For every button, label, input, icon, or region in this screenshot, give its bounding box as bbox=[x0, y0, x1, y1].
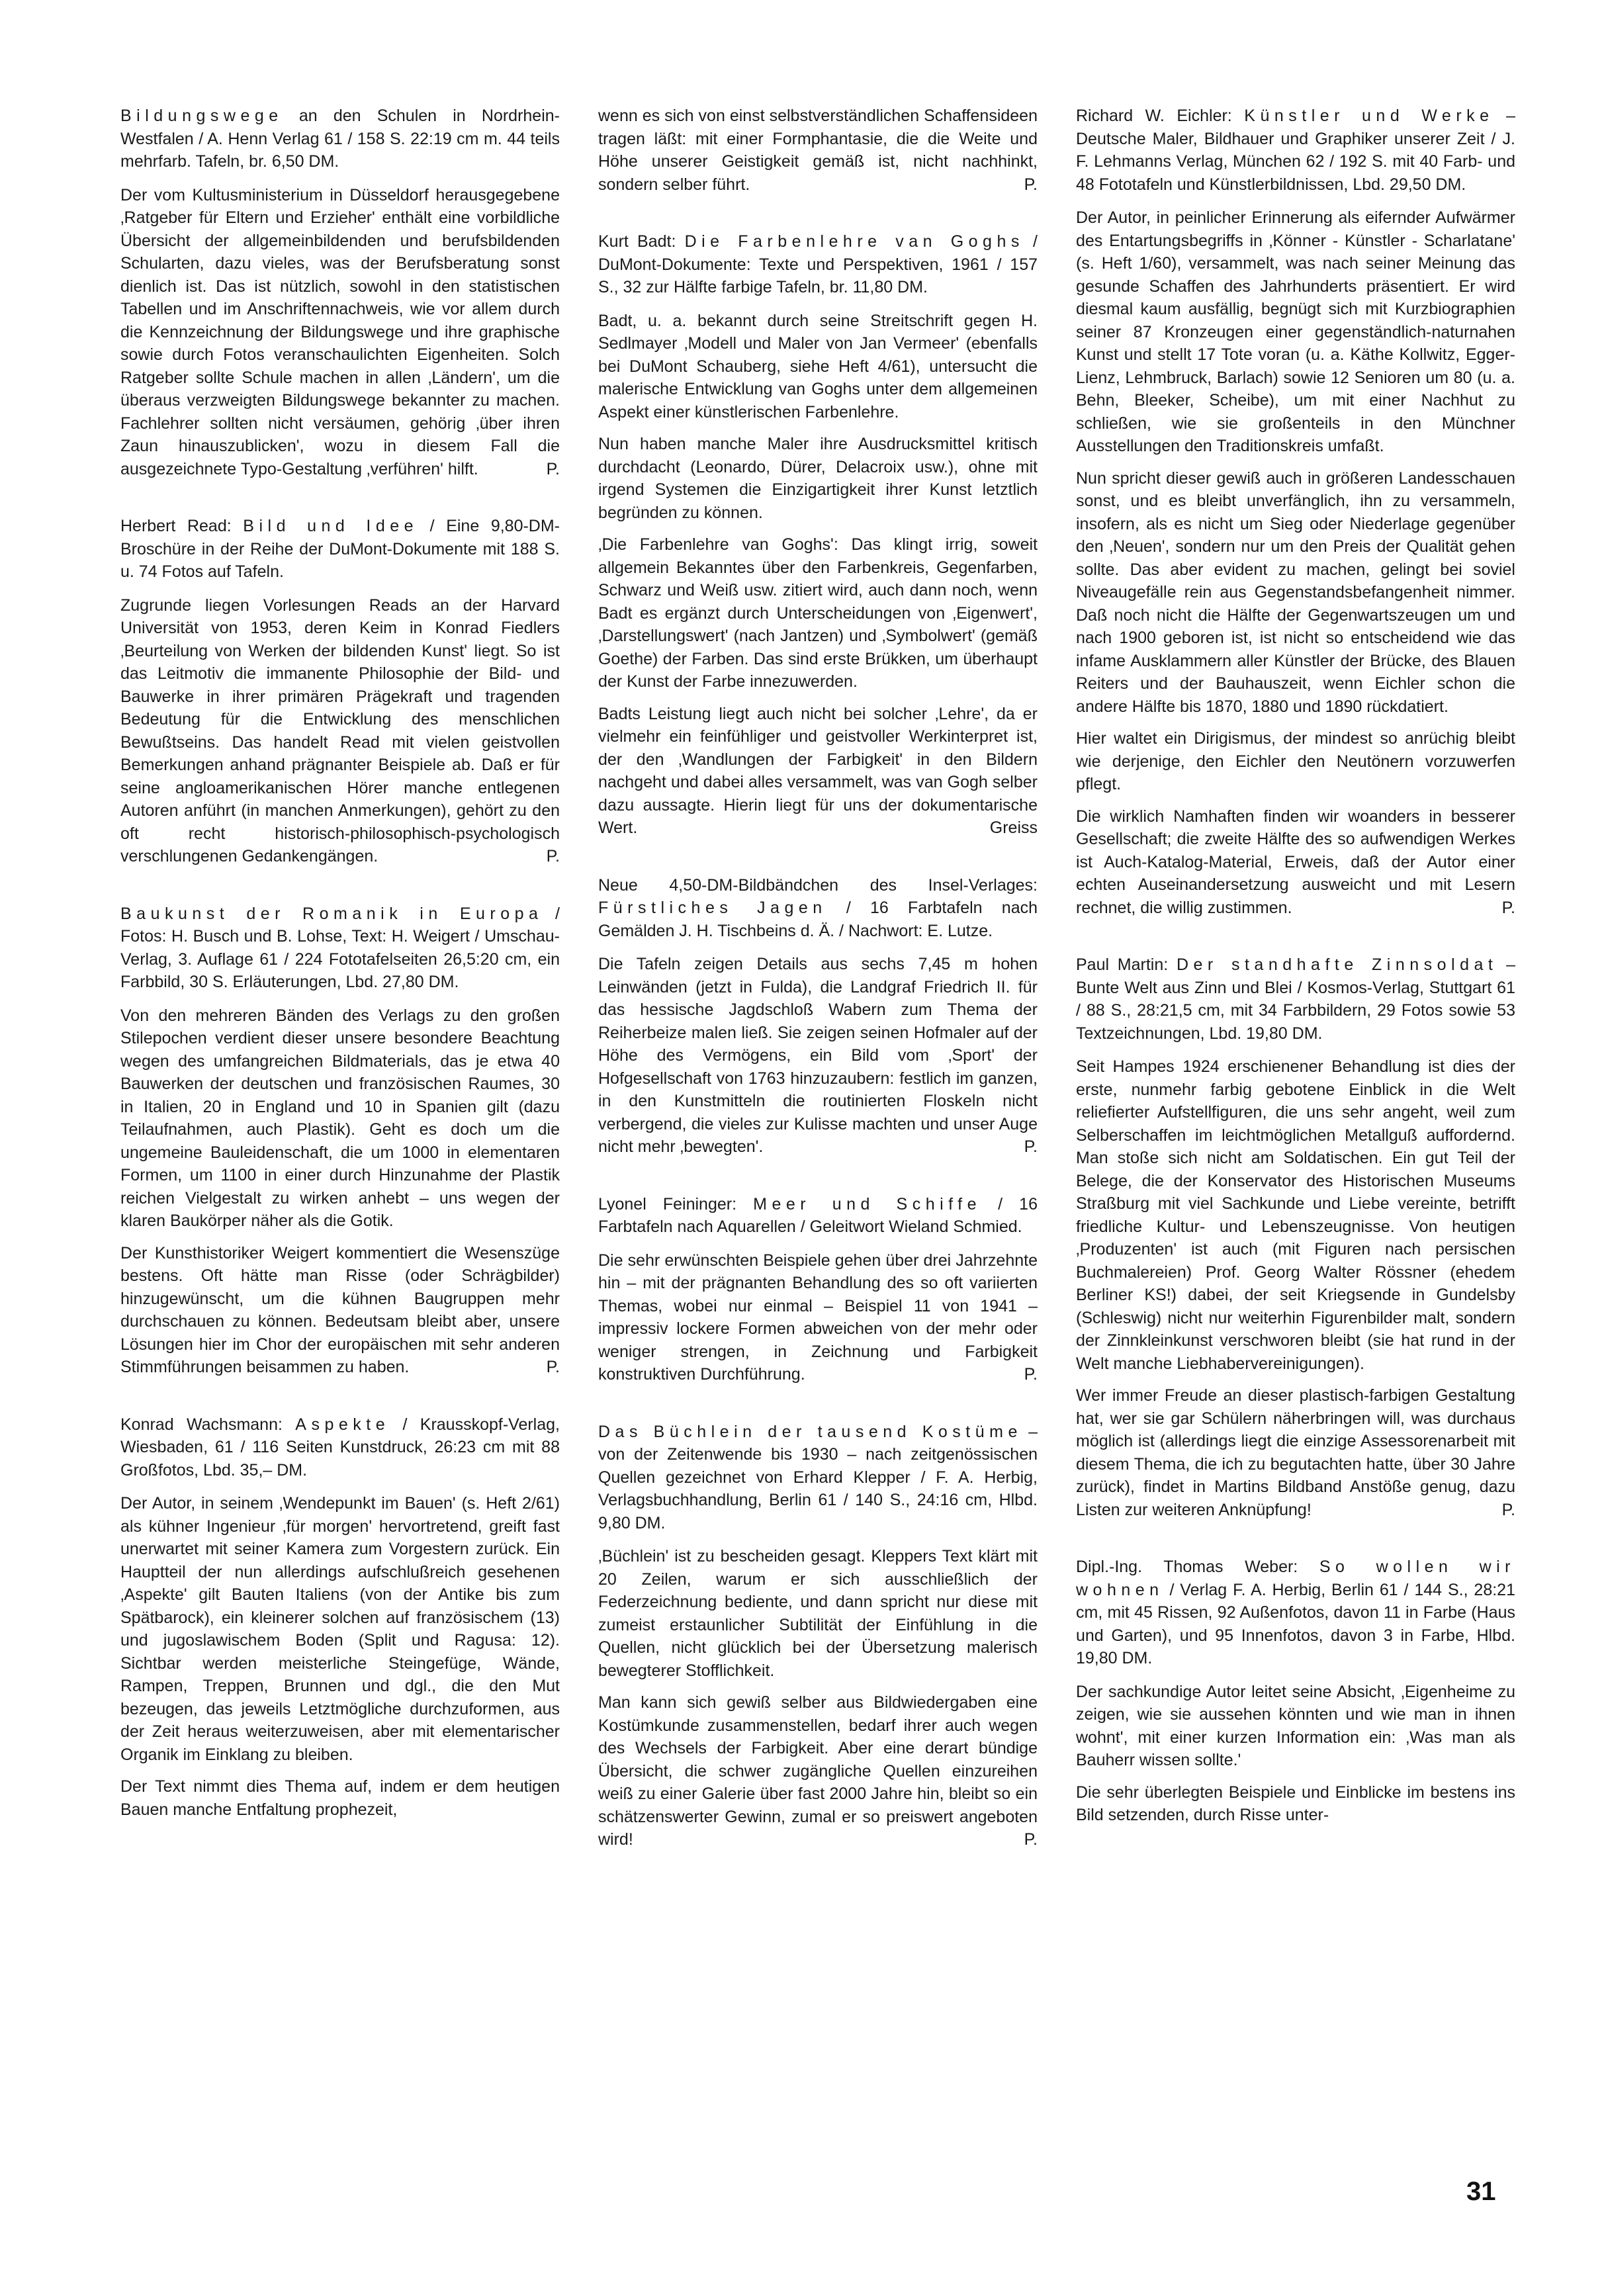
paragraph-text: Seit Hampes 1924 erschienener Behandlung ist dies der erste, nunmehr farbig gebotene Einblick in die Welt reliefierter Aufstellfiguren, die uns sehr angeht, weil zum Selberschaffen im leichtmöglichen Metallguß auffordernd. Man stoße sich nicht am Soldatischen. Ein gut Teil der Belege, die der Konservator des Historischen Museums Straßburg mit viel Sachkunde und Liebe vereinte, betrifft friedliche Kultur- und Lebenszeugnisse. Von heutigen ‚Produzenten' ist auch (mit Figuren nach persischen Buchmalereien) Prof. Georg Walter Rössner (ehedem Berliner KS!) dabei, der seit Kriegsende in Gundelsby (Schleswig) nicht nur weiterhin Figurenbilder malt, sondern der Zinnkleinkunst verschworen bleibt (sie hat rund in der Welt manche Liebhabervereinigungen). bbox=[1076, 1057, 1515, 1373]
paragraph-text: Der Autor, in seinem ‚Wendepunkt im Bauen' (s. Heft 2/61) als kühner Ingenieur ‚für morgen' hervortretend, greift fast unerwartet mit seiner Kamera zum Vorgestern zurück. Ein Hauptteil der nun allerdings aufschlußreich gesehenen ‚Aspekte' gilt Bauten Italiens (von der Antike bis zum Spätbarock), ein kleinerer solchen auf französischem (13) und jugoslawischem Boden (Split und Ragusa: 12). Sichtbar werden meisterliche Steingefüge, Wände, Rampen, Treppen, Brunnen und dgl., die den Mut bezeugen, das jeweils Letztmögliche durchzuformen, aus der Zeit heraus weiterzuweisen, aber mit elementarischer Organik im Einklang zu bleiben. bbox=[120, 1494, 560, 1764]
review-paragraph bbox=[120, 1242, 560, 1379]
paragraph-text: Badt, u. a. bekannt durch seine Streitschrift gegen H. Sedlmayer ‚Modell und Maler von Jan Vermeer' (ebenfalls bei DuMont Schauberg, siehe Heft 4/61), untersucht die malerische Entwicklung van Goghs unter dem allgemeinen Aspekt einer künstlerischen Farbenlehre. bbox=[598, 311, 1038, 421]
bibliographic-heading bbox=[598, 1421, 1038, 1535]
review-paragraph bbox=[120, 1004, 560, 1233]
bibliographic-heading bbox=[1076, 953, 1515, 1045]
paragraph-text: Nun haben manche Maler ihre Ausdrucksmittel kritisch durchdacht (Leonardo, Dürer, Delacroix usw.), ohne mit irgend Systemen die Einzigartigkeit ihrer Kunst letztlich begründen zu können. bbox=[598, 435, 1038, 522]
review-entry bbox=[120, 903, 560, 1379]
reviewer-signature: P. bbox=[1024, 1137, 1038, 1156]
bibliographic-heading bbox=[598, 230, 1038, 299]
bibliographic-text: Paul Martin: bbox=[1076, 955, 1177, 974]
review-entry bbox=[120, 515, 560, 868]
column-2 bbox=[598, 105, 1038, 1886]
column-3 bbox=[1076, 105, 1515, 1886]
bibliographic-text: / DuMont-Dokumente: Texte und Perspektiven, 1961 / 157 S., 32 zur Hälfte farbige Tafeln, br. 11,80 DM. bbox=[598, 232, 1038, 296]
paragraph-text: Die sehr überlegten Beispiele und Einblicke im bestens ins Bild setzenden, durch Risse unter- bbox=[1076, 1783, 1515, 1824]
bibliographic-text: Kurt Badt: bbox=[598, 232, 685, 251]
review-entry bbox=[1076, 105, 1515, 919]
review-paragraph bbox=[1076, 1055, 1515, 1375]
review-paragraph bbox=[120, 1775, 560, 1821]
review-paragraph bbox=[1076, 805, 1515, 920]
review-entry bbox=[1076, 1556, 1515, 1827]
book-title: Das Büchlein der tausend Kostüme bbox=[598, 1422, 1022, 1441]
reviewer-signature: P. bbox=[1501, 1500, 1515, 1519]
paragraph-text: Der Autor, in peinlicher Erinnerung als eifernder Aufwärmer des Entartungsbegriffs in ‚Könner - Künstler - Scharlatane' (s. Heft 1/60), versammelt, was nach seiner Meinung das gesunde Schaffen des Jahrhunderts präsentiert. Er wird diesmal kaum ausfällig, begnügt sich mit Kurzbiographien seiner 87 Kronzeugen einer gegenständlich-naturnahen Kunst und stellt 17 Tote voran (u. a. Käthe Kollwitz, Egger-Lienz, Lehmbruck, Barlach) sowie 12 Senioren um 80 (u. a. Behn, Bleeker, Scheibe), um mit einer Nachhut zu schließen, wie sie großenteils in den Münchner Ausstellungen den Traditionskreis umfaßt. bbox=[1076, 208, 1515, 455]
review-paragraph bbox=[1076, 206, 1515, 458]
bibliographic-text: – Bunte Welt aus Zinn und Blei / Kosmos-Verlag, Stuttgart 61 / 88 S., 28:21,5 cm, mit 34 Farbbildern, 29 Fotos sowie 53 Textzeichnungen, Lbd. 19,80 DM. bbox=[1076, 955, 1515, 1043]
bibliographic-text: Konrad Wachsmann: bbox=[120, 1415, 296, 1434]
paragraph-text: Hier waltet ein Dirigismus, der mindest so anrüchig bleibt wie derjenige, den Eichler den Neutönern vorzuwerfen pflegt. bbox=[1076, 729, 1515, 793]
review-paragraph bbox=[120, 1492, 560, 1766]
paragraph-text: Der vom Kultusministerium in Düsseldorf herausgegebene ‚Ratgeber für Eltern und Erzieher' enthält eine vorbildliche Übersicht der allgemeinbildenden und berufsbildenden Schularten, dazu vieles, was der Berufsberatung sonst dienlich ist. Das ist nützlich, sowohl in den statistischen Tabellen und im Anschriftennachweis, wie vor allem durch die Kennzeichnung der Bildungswege und ihre graphische sowie durch Fotos veranschaulichten Eigenheiten. Solch Ratgeber sollte Schule machen in allen ‚Ländern', um die überaus verzweigten Bildungswege bekannter zu machen. Fachlehrer sollten nicht versäumen, gehörig ‚über ihren Zaun hinauszublicken', wozu in diesem Fall die ausgezeichnete Typo-Gestaltung ‚verführen' hilft. bbox=[120, 185, 560, 478]
bibliographic-heading bbox=[120, 105, 560, 173]
bibliographic-text: Neue 4,50-DM-Bildbändchen des Insel-Verlages: bbox=[598, 875, 1038, 895]
bibliographic-text: – von der Zeitenwende bis 1930 – nach zeitgenössischen Quellen gezeichnet von Erhard Klepper / F. A. Herbig, Verlagsbuchhandlung, Berlin 61 / 140 S., 24:16 cm, Hlbd. 9,80 DM. bbox=[598, 1422, 1038, 1532]
bibliographic-text: / Fotos: H. Busch und B. Lohse, Text: H. Weigert / Umschau-Verlag, 3. Auflage 61 / 224 Fototafelseiten 26,5:20 cm, ein Farbbild, 30 S. Erläuterungen, Lbd. 27,80 DM. bbox=[120, 904, 560, 991]
paragraph-text: Die wirklich Namhaften finden wir woanders in besserer Gesellschaft; die zweite Hälfte des so aufwendigen Werkes ist Auch-Katalog-Material, Erweis, daß der Autor einer echten Auseinandersetzung ausweicht und mit Lesern rechnet, die willig zustimmen. bbox=[1076, 807, 1515, 917]
paragraph-text: wenn es sich von einst selbstverständlichen Schaffensideen tragen läßt: mit einer Formphantasie, die die Weite und Höhe unserer Geistigkeit gemäß ist, nicht nachhinkt, sondern selber führt. bbox=[598, 107, 1038, 194]
bibliographic-text: Dipl.-Ing. Thomas Weber: bbox=[1076, 1558, 1319, 1576]
book-title: Der standhafte Zinnsoldat bbox=[1176, 955, 1498, 974]
review-paragraph bbox=[1076, 1781, 1515, 1827]
review-paragraph bbox=[598, 1545, 1038, 1682]
paragraph-text: Der Kunsthistoriker Weigert kommentiert die Wesenszüge bestens. Oft hätte man Risse (oder Schrägbilder) hinzugewünscht, um die kühnen Baugruppen mehr durchschauen zu können. Bedeutsam bleibt aber, unsere Lösungen hier im Chor der europäischen mit sehr anderen Stimmführungen beisammen zu haben. bbox=[120, 1243, 560, 1376]
paragraph-text: Nun spricht dieser gewiß auch in größeren Landesschauen sonst, und es bleibt unverfänglich, ihn zu versammeln, insofern, als es nicht um Sieg oder Niederlage gegenüber den ‚Neuen', sondern nur um den Preis der Qualität gehen sollte. Das aber evident zu machen, gelingt bei soviel Niveaugefälle rein aus Gegenstandsbefangenheit nimmer. Daß noch nicht die Hälfte der Gegenwartszeugen um und nach 1900 geboren ist, ist nicht so entscheidend wie das infame Ausklammern aller Künstler der Brücke, des Blauen Reiters und der Bauhauszeit, wenn Eichler schon die andere Hälfte bis 1870, 1880 und 1890 rückdatiert. bbox=[1076, 468, 1515, 716]
review-paragraph bbox=[598, 953, 1038, 1159]
book-title: Aspekte bbox=[295, 1415, 390, 1434]
review-paragraph bbox=[598, 105, 1038, 196]
bibliographic-text: – Deutsche Maler, Bildhauer und Graphiker unserer Zeit / J. F. Lehmanns Verlag, München 62 / 192 S. mit 40 Farb- und 48 Fototafeln und Künstlerbildnissen, Lbd. 29,50 DM. bbox=[1076, 107, 1516, 194]
reviewer-signature: P. bbox=[1024, 1830, 1038, 1849]
review-paragraph bbox=[598, 1249, 1038, 1386]
bibliographic-heading bbox=[1076, 1556, 1515, 1670]
bibliographic-heading bbox=[120, 903, 560, 994]
bibliographic-text: / Eine 9,80-DM-Broschüre in der Reihe der DuMont-Dokumente mit 188 S. u. 74 Fotos auf Tafeln. bbox=[120, 517, 560, 581]
review-paragraph bbox=[120, 184, 560, 481]
review-entry bbox=[598, 230, 1038, 840]
bibliographic-heading bbox=[598, 874, 1038, 943]
book-title: Künstler und Werke bbox=[1244, 107, 1494, 125]
bibliographic-text: Herbert Read: bbox=[120, 517, 244, 535]
review-entry bbox=[598, 1193, 1038, 1386]
page-number: 31 bbox=[1466, 2177, 1496, 2206]
review-paragraph bbox=[598, 533, 1038, 693]
paragraph-text: Badts Leistung liegt auch nicht bei solcher ‚Lehre', da er vielmehr ein feinfühliger und geistvoller Werkinterpret ist, der den ‚Wandlungen der Farbigkeit' in den Bildern nachgeht und dabei alles versammelt, was van Gogh selber dazu aussagte. Hierin liegt für uns der dokumentarische Wert. bbox=[598, 704, 1038, 837]
reviewer-signature: P. bbox=[546, 847, 560, 865]
column-1 bbox=[120, 105, 560, 1886]
bibliographic-text: / Krausskopf-Verlag, Wiesbaden, 61 / 116 Seiten Kunstdruck, 26:23 cm mit 88 Großfotos, Lbd. 35,– DM. bbox=[120, 1415, 560, 1479]
review-entry bbox=[120, 1413, 560, 1822]
paragraph-text: Zugrunde liegen Vorlesungen Reads an der Harvard Universität von 1953, deren Keim in Konrad Fiedlers ‚Beurteilung von Werken der bildenden Kunst' liegt. So ist das Leitmotiv die immanente Philosophie der Bild- und Bauwerke in ihrer primären Prägekraft und tragenden Bedeutung für die Entwicklung des menschlichen Bewußtseins. Das handelt Read mit vielen geistvollen Bemerkungen anhand prägnanter Beispiele ab. Daß er für seine angloamerikanischen Hörer manche entlegenen Autoren anführt (in manchen Anmerkungen), gehört zu den oft recht historisch-philosophisch-psychologisch verschlungenen Gedankengängen. bbox=[120, 596, 560, 865]
bibliographic-text: / Verlag F. A. Herbig, Berlin 61 / 144 S., 28:21 cm, mit 45 Rissen, 92 Außenfotos, davon 11 in Farbe (Haus und Garten), und 95 Innenfotos, davon 3 in Farbe, Hlbd. 19,80 DM. bbox=[1076, 1580, 1515, 1667]
bibliographic-text: / 16 Farbtafeln nach Aquarellen / Geleitwort Wieland Schmied. bbox=[598, 1194, 1038, 1236]
book-title: Bild und Idee bbox=[243, 517, 419, 535]
reviewer-signature: P. bbox=[546, 1358, 560, 1376]
review-entry bbox=[598, 874, 1038, 1159]
reviewer-signature: P. bbox=[1024, 175, 1038, 194]
bibliographic-text: an den Schulen in Nordrhein-Westfalen / A. Henn Verlag 61 / 158 S. 22:19 cm m. 44 teils mehrfarb. Tafeln, br. 6,50 DM. bbox=[120, 107, 560, 171]
book-title: Bildungswege bbox=[120, 107, 283, 125]
review-entry bbox=[120, 105, 560, 480]
reviewer-signature: P. bbox=[1024, 1365, 1038, 1384]
book-title: Fürstliches Jagen bbox=[598, 899, 827, 917]
bibliographic-heading bbox=[598, 1193, 1038, 1239]
bibliographic-heading bbox=[1076, 105, 1515, 196]
bibliographic-heading bbox=[120, 515, 560, 584]
review-paragraph bbox=[1076, 1384, 1515, 1521]
review-paragraph bbox=[1076, 727, 1515, 796]
book-title: Baukunst der Romanik in Europa bbox=[120, 904, 543, 923]
paragraph-text: Der Text nimmt dies Thema auf, indem er dem heutigen Bauen manche Entfaltung prophezeit, bbox=[120, 1777, 560, 1819]
bibliographic-text: Lyonel Feininger: bbox=[598, 1194, 754, 1214]
review-paragraph bbox=[598, 310, 1038, 424]
review-paragraph bbox=[598, 433, 1038, 524]
book-title: Meer und Schiffe bbox=[753, 1194, 982, 1214]
book-title: Die Farbenlehre van Goghs bbox=[684, 232, 1024, 251]
review-paragraph bbox=[1076, 467, 1515, 719]
bibliographic-text: Richard W. Eichler: bbox=[1076, 107, 1245, 125]
reviewer-signature: P. bbox=[1501, 898, 1515, 917]
bibliographic-heading bbox=[120, 1413, 560, 1482]
review-paragraph bbox=[598, 703, 1038, 840]
review-entry bbox=[598, 105, 1038, 196]
paragraph-text: Die Tafeln zeigen Details aus sechs 7,45 m hohen Leinwänden (jetzt in Fulda), die Landgraf Friedrich II. für das hessische Jagdschloß Wabern zum Thema der Reiherbeize malen ließ. Sie zeigen seinen Hofmaler auf der Höhe des Vermögens, ein Bild vom ‚Sport' der Hofgesellschaft von 1763 hinzuzaubern: festlich im ganzen, in den Kunstmitteln die routinierten Floskeln nicht verbergend, die vieles zur Kulisse machten und unser Auge nicht mehr ‚bewegten'. bbox=[598, 955, 1038, 1156]
text-columns bbox=[120, 105, 1516, 1886]
paragraph-text: Der sachkundige Autor leitet seine Absicht, ‚Eigenheime zu zeigen, wie sie aussehen könnten und wie man in ihnen wohnt', mit einer kurzen Information ein: ‚Was man als Bauherr wissen sollte.' bbox=[1076, 1682, 1515, 1769]
paragraph-text: Die sehr erwünschten Beispiele gehen über drei Jahrzehnte hin – mit der prägnanten Behandlung des so oft variierten Themas, wobei nur einmal – Beispiel 11 von 1941 – impressiv lockere Formen abweichen von der mehr oder weniger strengen, in Zeichnung und Farbigkeit konstruktiven Durchführung. bbox=[598, 1251, 1038, 1384]
paragraph-text: Man kann sich gewiß selber aus Bildwiedergaben eine Kostümkunde zusammenstellen, bedarf ihrer auch wegen des Wechsels der Farbigkeit. Aber eine derart bündige Übersicht, die schwer zugängliche Quellen einzureihen weiß zu einer Galerie über fast 2000 Jahre hin, bleibt so ein schätzenswerter Gewinn, zumal er so preiswert angeboten wird! bbox=[598, 1693, 1038, 1849]
review-paragraph bbox=[120, 594, 560, 868]
review-paragraph bbox=[598, 1691, 1038, 1851]
reviewer-signature: P. bbox=[546, 459, 560, 478]
book-title: So wollen wir wohnen bbox=[1076, 1558, 1515, 1599]
paragraph-text: ‚Die Farbenlehre van Goghs': Das klingt irrig, soweit allgemein Bekanntes über den Farbenkreis, Gegenfarben, Schwarz und Weiß usw. zitiert wird, auch dann noch, wenn Badt es ergänzt durch Unterscheidungen von ‚Eigenwert', ‚Darstellungswert' (nach Jantzen) und ‚Symbolwert' (gemäß Goethe) der Farben. Das sind erste Brükken, um überhaupt der Kunst der Farbe innezuwerden. bbox=[598, 535, 1038, 691]
review-entry bbox=[598, 1421, 1038, 1851]
paragraph-text: Von den mehreren Bänden des Verlags zu den großen Stilepochen verdient dieser unsere besondere Beachtung wegen des umfangreichen Bildmaterials, das je etwa 40 Bauwerken der deutschen und französischen Raumes, 30 in Italien, 20 in England und 10 in Spanien gilt (dazu Teilaufnahmen, auch Plastik). Geht es doch um die ungemeine Bauleidenschaft, die um 1000 in elementaren Formen, um 1100 in einer durch Hinzunahme der Plastik reichen Vielgestalt zu wirken anhebt – uns wegen der klaren Baukörper näher als die Gotik. bbox=[120, 1006, 560, 1230]
review-paragraph bbox=[1076, 1681, 1515, 1772]
paragraph-text: Wer immer Freude an dieser plastisch-farbigen Gestaltung hat, wer sie gar Schülern näherbringen will, was durchaus möglich ist (allerdings liegt die einzige Assessorenarbeit mit diesem Thema, die ich zu begutachten hatte, über 30 Jahre zurück), findet in Martins Bildband Anstöße genug, dazu Listen zur weiteren Anknüpfung! bbox=[1076, 1386, 1515, 1519]
paragraph-text: ‚Büchlein' ist zu bescheiden gesagt. Kleppers Text klärt mit 20 Zeilen, warum er sich ausschließlich der Federzeichnung bediente, und dann spricht nur diese mit zumeist erstaunlicher Subtilität der Einfühlung in die Quellen, nicht glücklich bei der Übersetzung malerisch bewegterer Stofflichkeit. bbox=[598, 1547, 1038, 1680]
reviewer-signature: Greiss bbox=[989, 818, 1038, 837]
bibliographic-text: / 16 Farbtafeln nach Gemälden J. H. Tischbeins d. Ä. / Nachwort: E. Lutze. bbox=[598, 899, 1038, 940]
review-entry bbox=[1076, 953, 1515, 1521]
